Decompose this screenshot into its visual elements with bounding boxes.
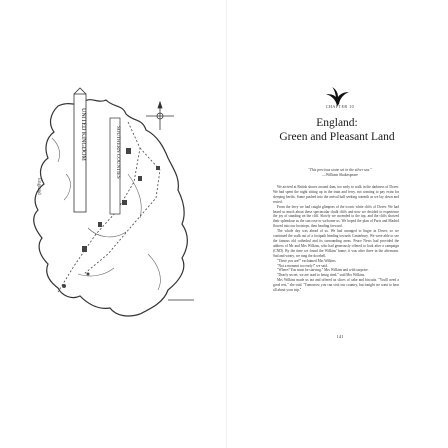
body-paragraph: "Where? You must be starving." Mrs Wilkins and with surprise. [277, 268, 369, 273]
body-paragraph: The whole day was ahead of us. We had arranged to linger in Dover, so we continued the walk out of a footpath heading towards Canterbury. We were able to see the famous old cathedral and its surrounding areas. Peace News had provided the address of Mr and Mrs Wilkins, who had generously offered to look after a campaign (CND). By the time we found the Wilkins' home, it was after three in the afternoon. Sad and weary, we rang the doorbell. [273, 229, 399, 258]
chapter-title [272, 116, 402, 144]
epigraph-attribution: —William Shakespeare [321, 173, 358, 177]
page-number: 141 [336, 334, 344, 339]
map-place-label: England [36, 178, 41, 195]
chapter-kicker: CHAPTER 10 [325, 104, 355, 109]
body-paragraph: Mrs Wilkins made us tea and offered us slices of cake and biscuits. "You'll need a good rest," she said. "Tomorrow you can visit our country, but tonight we want to hear all about your trip." [273, 278, 399, 293]
epigraph [284, 168, 396, 178]
compass-rose-icon [146, 102, 174, 130]
body-paragraph: "Dearly secret, we are used to being tired," said Mrs Wilkins. [277, 273, 366, 278]
epigraph-quote: "This precious stone set in the silver sea." [308, 168, 372, 172]
map-region-label: SOUTHERN COUNTIES [115, 126, 120, 179]
body-paragraph: We arrived at British shores around 4am, too early to walk in the darkness of Dover. We had spent the night sitting up in the train and ferry, not wanting to pay extra for sleeping berths. Some pushed into the arrival hall seeking warmth as we lay down and rested. [273, 185, 399, 204]
chapter-body [273, 185, 399, 330]
body-paragraph: From the ferry we had caught glimpses of the iconic white cliffs of Dover. We had heard so much about these spectacular chalk cliffs and now we decided to experience the joy of standing on the cliff. Slowly we ascended to the top, and the cliffs showed their splendour as the sun rose to welcome us. We hoped the plan of Paris and Madrid flowed into our footsteps, then heading forward. [273, 204, 399, 229]
body-paragraph: "There you are!" exclaimed Mrs Wilkins. [277, 258, 337, 263]
chapter-title-line1: England: [316, 117, 358, 129]
map-illustration [18, 78, 210, 330]
body-paragraph: "Not a moment too early!" we said. [277, 263, 328, 268]
map-country-label: UNITED KINGDOM [80, 108, 86, 161]
chapter-title-line2: Green and Pleasant Land [279, 131, 395, 143]
